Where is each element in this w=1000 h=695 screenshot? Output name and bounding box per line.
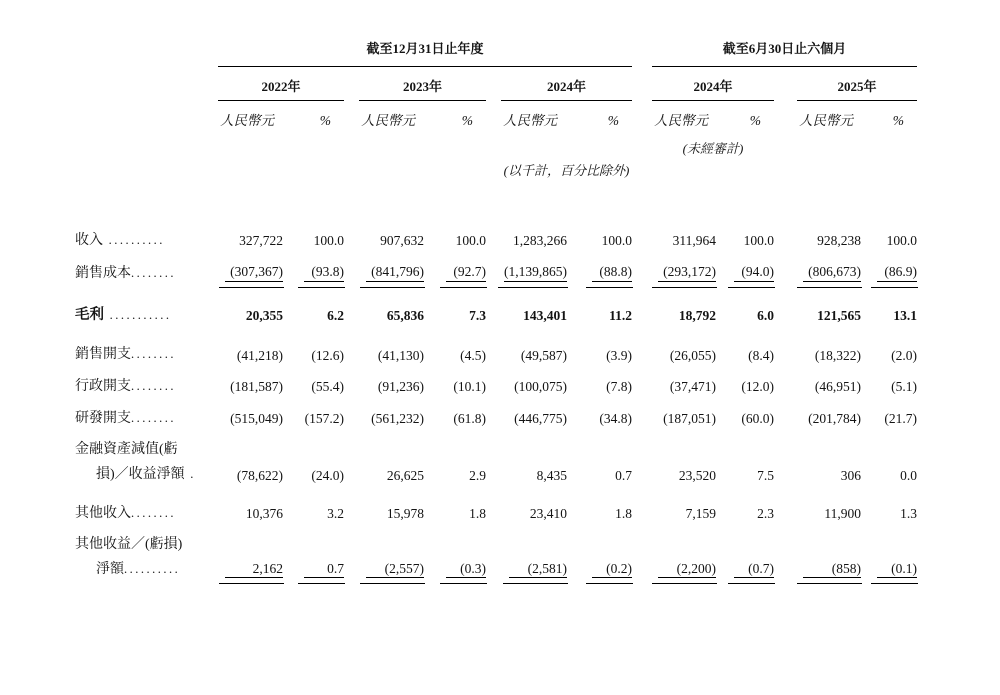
cell-value: 8,435 bbox=[536, 467, 567, 483]
cell-value: 13.1 bbox=[893, 308, 918, 324]
unaudited-note-row bbox=[75, 128, 917, 156]
cell-value: (841,796) bbox=[359, 257, 429, 290]
cell-value: (78,622) bbox=[236, 467, 283, 483]
cell-value: (858) bbox=[797, 530, 866, 586]
cell-value: 15,978 bbox=[386, 506, 424, 522]
cell-value: (2,581) bbox=[501, 530, 572, 586]
period-interim-header: 截至6月30日止六個月 bbox=[652, 30, 917, 66]
cell-value: (94.0) bbox=[721, 257, 774, 290]
row-label: 銷售成本........ bbox=[75, 265, 176, 281]
cell-value: (5.1) bbox=[891, 379, 918, 395]
cell-value: 11.2 bbox=[609, 308, 633, 324]
cell-value: 0.7 bbox=[288, 530, 344, 586]
cell-value: (293,172) bbox=[652, 257, 721, 290]
cell-value: (7.8) bbox=[606, 379, 633, 395]
cell-value: 3.2 bbox=[327, 506, 344, 522]
year-header-2023: 2023年 bbox=[359, 66, 486, 101]
year-header-2025: 2025年 bbox=[797, 66, 917, 101]
cell-value: (4.5) bbox=[460, 347, 486, 363]
cell-value: 1.8 bbox=[615, 506, 633, 522]
table-body bbox=[75, 226, 917, 587]
currency-header: 人民幣元 bbox=[503, 113, 557, 129]
cell-value: 928,238 bbox=[817, 233, 862, 249]
cell-value: (2.0) bbox=[891, 347, 918, 363]
cell-value: (1,139,865) bbox=[501, 257, 572, 290]
unaudited-note: (未經審計) bbox=[682, 141, 744, 157]
cell-value: 100.0 bbox=[743, 233, 775, 249]
cell-value: 327,722 bbox=[239, 233, 283, 249]
cell-value: 306 bbox=[840, 467, 862, 483]
cell-value: (55.4) bbox=[311, 379, 344, 395]
cell-value: (561,232) bbox=[371, 411, 424, 427]
units-note: (以千計，百分比除外) bbox=[503, 163, 630, 179]
table-header bbox=[75, 30, 917, 226]
table-row bbox=[75, 492, 917, 531]
cell-value: 100.0 bbox=[313, 233, 344, 249]
cell-value: 18,792 bbox=[678, 308, 717, 324]
row-label: 銷售開支........ bbox=[75, 347, 176, 363]
cell-value: (2,557) bbox=[359, 530, 429, 586]
cell-value: (34.8) bbox=[599, 411, 633, 427]
period-annual-header: 截至12月31日止年度 bbox=[218, 30, 632, 66]
table-row bbox=[75, 257, 917, 290]
units-note-row bbox=[75, 156, 917, 178]
cell-value: 121,565 bbox=[817, 308, 862, 324]
cell-value: (0.2) bbox=[572, 530, 632, 586]
cell-value: (49,587) bbox=[520, 347, 567, 363]
cell-value: 311,964 bbox=[672, 233, 717, 249]
cell-value: (41,130) bbox=[377, 347, 424, 363]
row-label: 毛利 ........... bbox=[75, 306, 172, 323]
cell-value: 2.9 bbox=[469, 467, 486, 483]
unit-header-row bbox=[75, 101, 917, 129]
cell-value: 7.3 bbox=[469, 308, 486, 324]
cell-value: (91,236) bbox=[377, 379, 424, 395]
cell-value: 11,900 bbox=[824, 506, 862, 522]
cell-value: (60.0) bbox=[741, 411, 775, 427]
currency-header: 人民幣元 bbox=[654, 113, 709, 129]
cell-value: 65,836 bbox=[386, 308, 424, 324]
cell-value: (8.4) bbox=[748, 347, 775, 363]
cell-value: (201,784) bbox=[808, 411, 862, 427]
cell-value: (18,322) bbox=[814, 347, 862, 363]
row-label: 金融資產減值(虧 損)／收益淨額 . bbox=[75, 442, 196, 483]
cell-value: 0.7 bbox=[615, 467, 633, 483]
table-row bbox=[75, 530, 917, 586]
table-row bbox=[75, 372, 917, 404]
cell-value: (93.8) bbox=[288, 257, 344, 290]
cell-value: 6.2 bbox=[327, 308, 344, 324]
cell-value: 10,376 bbox=[245, 506, 283, 522]
row-label: 收入 .......... bbox=[75, 232, 165, 248]
cell-value: 907,632 bbox=[380, 233, 424, 249]
cell-value: 7.5 bbox=[757, 467, 775, 483]
table-row bbox=[75, 404, 917, 436]
cell-value: 1.8 bbox=[469, 506, 486, 522]
cell-value: (12.0) bbox=[741, 379, 775, 395]
percent-header: % bbox=[749, 113, 762, 129]
cell-value: (2,200) bbox=[652, 530, 721, 586]
table-row bbox=[75, 340, 917, 372]
cell-value: (157.2) bbox=[304, 411, 344, 427]
cell-value: 1,283,266 bbox=[513, 233, 567, 249]
table-row bbox=[75, 291, 917, 341]
currency-header: 人民幣元 bbox=[799, 113, 854, 129]
cell-value: (61.8) bbox=[453, 411, 486, 427]
table-row bbox=[75, 435, 917, 491]
cell-value: (24.0) bbox=[311, 467, 344, 483]
year-header-row bbox=[75, 66, 917, 101]
cell-value: 23,410 bbox=[529, 506, 567, 522]
cell-value: (3.9) bbox=[606, 347, 633, 363]
cell-value: (26,055) bbox=[669, 347, 717, 363]
cell-value: 0.0 bbox=[900, 467, 918, 483]
year-header-2024: 2024年 bbox=[501, 66, 632, 101]
cell-value: (10.1) bbox=[453, 379, 486, 395]
cell-value: 26,625 bbox=[386, 467, 424, 483]
cell-value: (187,051) bbox=[663, 411, 717, 427]
cell-value: (41,218) bbox=[236, 347, 283, 363]
cell-value: (88.8) bbox=[572, 257, 632, 290]
cell-value: (307,367) bbox=[218, 257, 288, 290]
cell-value: (37,471) bbox=[669, 379, 717, 395]
cell-value: (515,049) bbox=[230, 411, 283, 427]
cell-value: 100.0 bbox=[886, 233, 918, 249]
cell-value: (181,587) bbox=[230, 379, 283, 395]
header-body-spacer bbox=[75, 178, 917, 226]
row-label: 其他收益／(虧損) 淨額.......... bbox=[75, 537, 183, 578]
row-label: 其他收入........ bbox=[75, 505, 176, 521]
cell-value: 2.3 bbox=[757, 506, 775, 522]
cell-value: (86.9) bbox=[866, 257, 917, 290]
year-header-2024-interim: 2024年 bbox=[652, 66, 774, 101]
cell-value: (0.3) bbox=[429, 530, 486, 586]
cell-value: (0.1) bbox=[866, 530, 917, 586]
year-header-2022: 2022年 bbox=[218, 66, 344, 101]
cell-value: 1.3 bbox=[900, 506, 918, 522]
percent-header: % bbox=[461, 113, 473, 129]
cell-value: 143,401 bbox=[523, 308, 567, 324]
cell-value: (806,673) bbox=[797, 257, 866, 290]
cell-value: 20,355 bbox=[245, 308, 283, 324]
table-row bbox=[75, 226, 917, 258]
row-label: 研發開支........ bbox=[75, 410, 176, 426]
financial-summary-table bbox=[75, 30, 917, 587]
cell-value: (100,075) bbox=[514, 379, 567, 395]
cell-value: 6.0 bbox=[757, 308, 775, 324]
cell-value: (0.7) bbox=[721, 530, 774, 586]
percent-header: % bbox=[319, 113, 331, 129]
row-label: 行政開支........ bbox=[75, 378, 176, 394]
cell-value: 7,159 bbox=[685, 506, 717, 522]
cell-value: (92.7) bbox=[429, 257, 486, 290]
percent-header: % bbox=[892, 113, 905, 129]
cell-value: 100.0 bbox=[455, 233, 486, 249]
cell-value: (446,775) bbox=[514, 411, 567, 427]
percent-header: % bbox=[607, 113, 620, 129]
cell-value: (21.7) bbox=[884, 411, 918, 427]
cell-value: 100.0 bbox=[601, 233, 633, 249]
cell-value: (46,951) bbox=[814, 379, 862, 395]
currency-header: 人民幣元 bbox=[361, 113, 415, 129]
cell-value: 23,520 bbox=[678, 467, 717, 483]
period-header-row bbox=[75, 30, 917, 66]
cell-value: (12.6) bbox=[311, 347, 344, 363]
cell-value: 2,162 bbox=[218, 530, 288, 586]
currency-header: 人民幣元 bbox=[220, 113, 274, 129]
